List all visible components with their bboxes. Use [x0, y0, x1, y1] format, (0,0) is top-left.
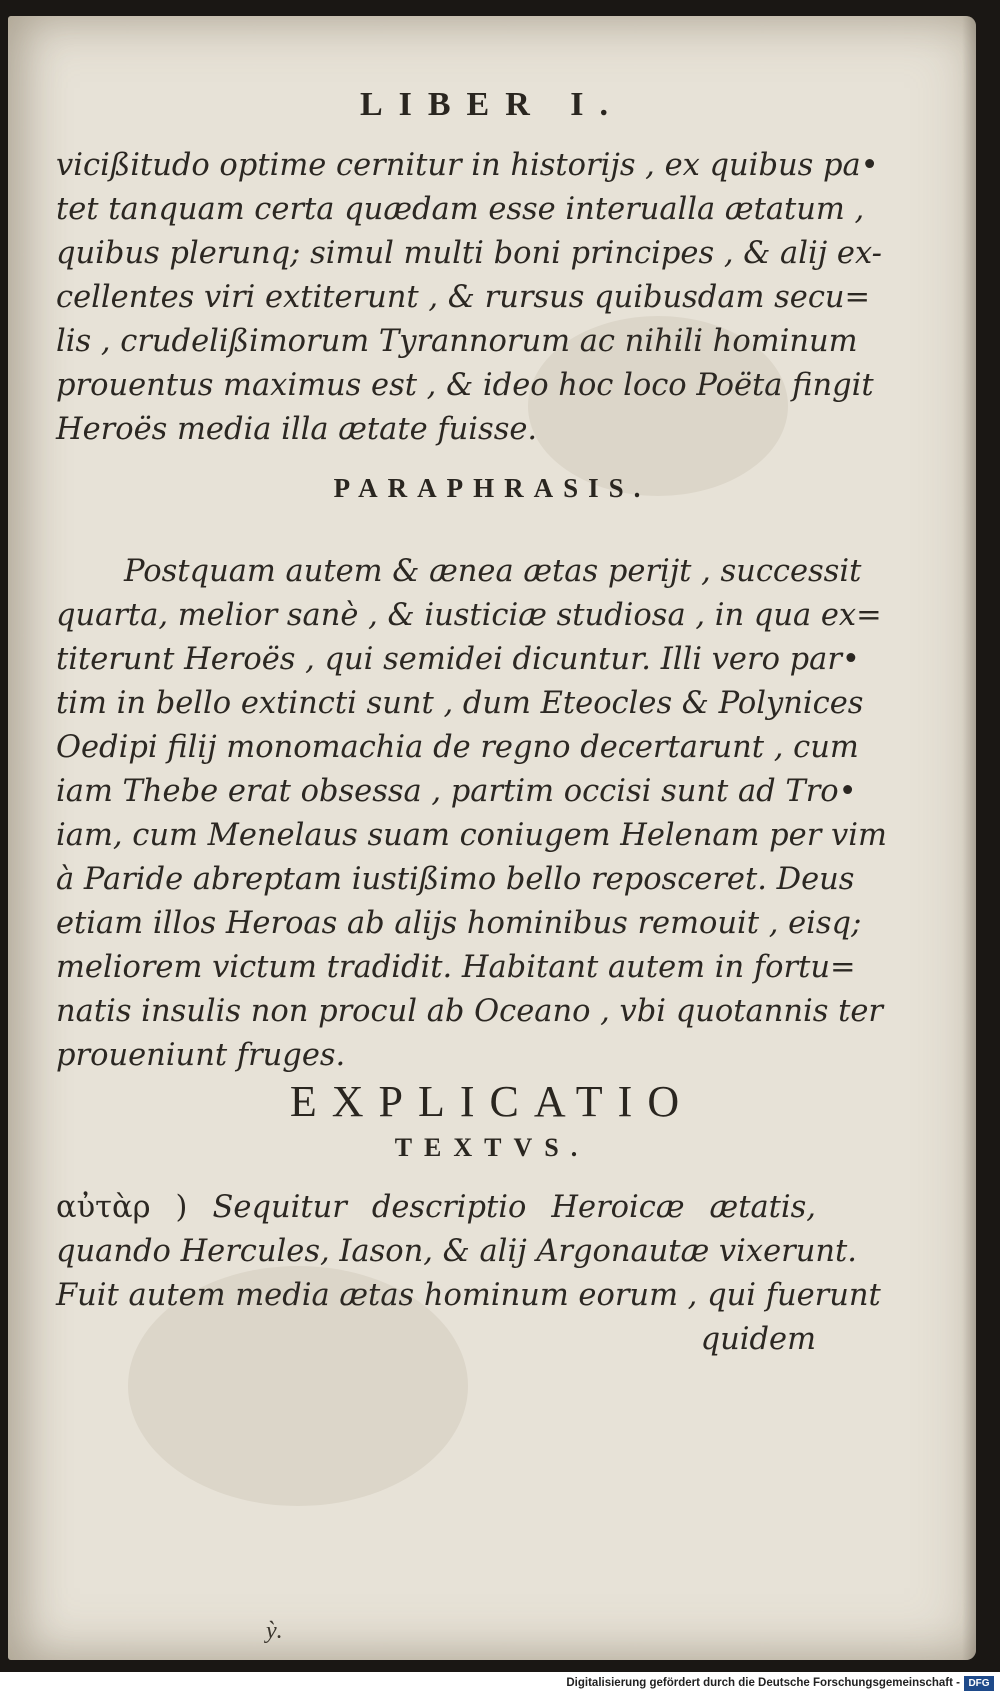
section-subheading-textus: TEXTVS. [394, 1133, 590, 1162]
running-head: LIBER I. [359, 86, 625, 123]
text-line: titerunt Heroës , qui semidei dicuntur. Illi vero par• [56, 642, 860, 677]
dfg-logo-icon: DFG [964, 1676, 994, 1691]
text-line: etiam illos Heroas ab alijs hominibus remouit , eisq; [56, 906, 862, 941]
text-line: quando Hercules, Iason, & alij Argonautæ vixerunt. [56, 1234, 857, 1269]
funding-credit: Digitalisierung gefördert durch die Deutsche Forschungsgemeinschaft - [566, 1677, 960, 1689]
text-line: vicißitudo optime cernitur in historijs , ex quibus pa• [56, 148, 879, 183]
text-line [56, 1186, 816, 1230]
page-edge-shadow [962, 16, 976, 1660]
text-line: Oedipi filij monomachia de regno decertarunt , cum [56, 730, 859, 765]
text-line: Fuit autem media ætas hominum eorum , qui fuerunt [56, 1278, 881, 1313]
section-heading-paraphrasis: PARAPHRASIS. [333, 473, 651, 503]
text-line: prouentus maximus est , & ideo hoc loco Poëta fingit [56, 368, 874, 403]
section-heading-explicatio: EXPLICATIO [289, 1077, 695, 1126]
text-line: iam Thebe erat obsessa , partim occisi sunt ad Tro• [56, 774, 857, 809]
text-line: lis , crudelißimorum Tyrannorum ac nihili hominum [56, 324, 858, 359]
text-line: proueniunt fruges. [56, 1038, 346, 1073]
text-line: quibus plerunq; simul multi boni principes , & alij ex- [56, 236, 882, 271]
text-line: quarta, melior sanè , & iusticiæ studiosa , in qua ex= [56, 598, 882, 633]
text-line: iam, cum Menelaus suam coniugem Helenam per vim [56, 818, 887, 853]
greek-lemma: αὐτὰρ ) [56, 1190, 188, 1225]
text-line-content: Sequitur descriptio Heroicæ ætatis, [212, 1190, 816, 1225]
bottom-mark: ỳ. [266, 1618, 283, 1644]
text-line: cellentes viri extiterunt , & rursus quibusdam secu= [56, 280, 871, 315]
text-line: Postquam autem & ænea ætas perijt , successit [124, 554, 862, 589]
paragraph-intro [56, 144, 882, 452]
book-page [8, 16, 976, 1660]
paragraph-explicatio [56, 1186, 881, 1362]
catchword: quidem [700, 1322, 816, 1357]
paragraph-paraphrasis [56, 550, 887, 1078]
text-line: tim in bello extincti sunt , dum Eteocles & Polynices [56, 686, 864, 721]
text-line: tet tanquam certa quædam esse interualla ætatum , [56, 192, 865, 227]
text-line: meliorem victum tradidit. Habitant autem in fortu= [56, 950, 856, 985]
footer-bar [0, 1672, 1000, 1697]
text-line: à Paride abreptam iustißimo bello reposceret. Deus [56, 862, 855, 897]
text-line: Heroës media illa ætate fuisse. [56, 412, 538, 447]
text-line: natis insulis non procul ab Oceano , vbi quotannis ter [56, 994, 883, 1029]
